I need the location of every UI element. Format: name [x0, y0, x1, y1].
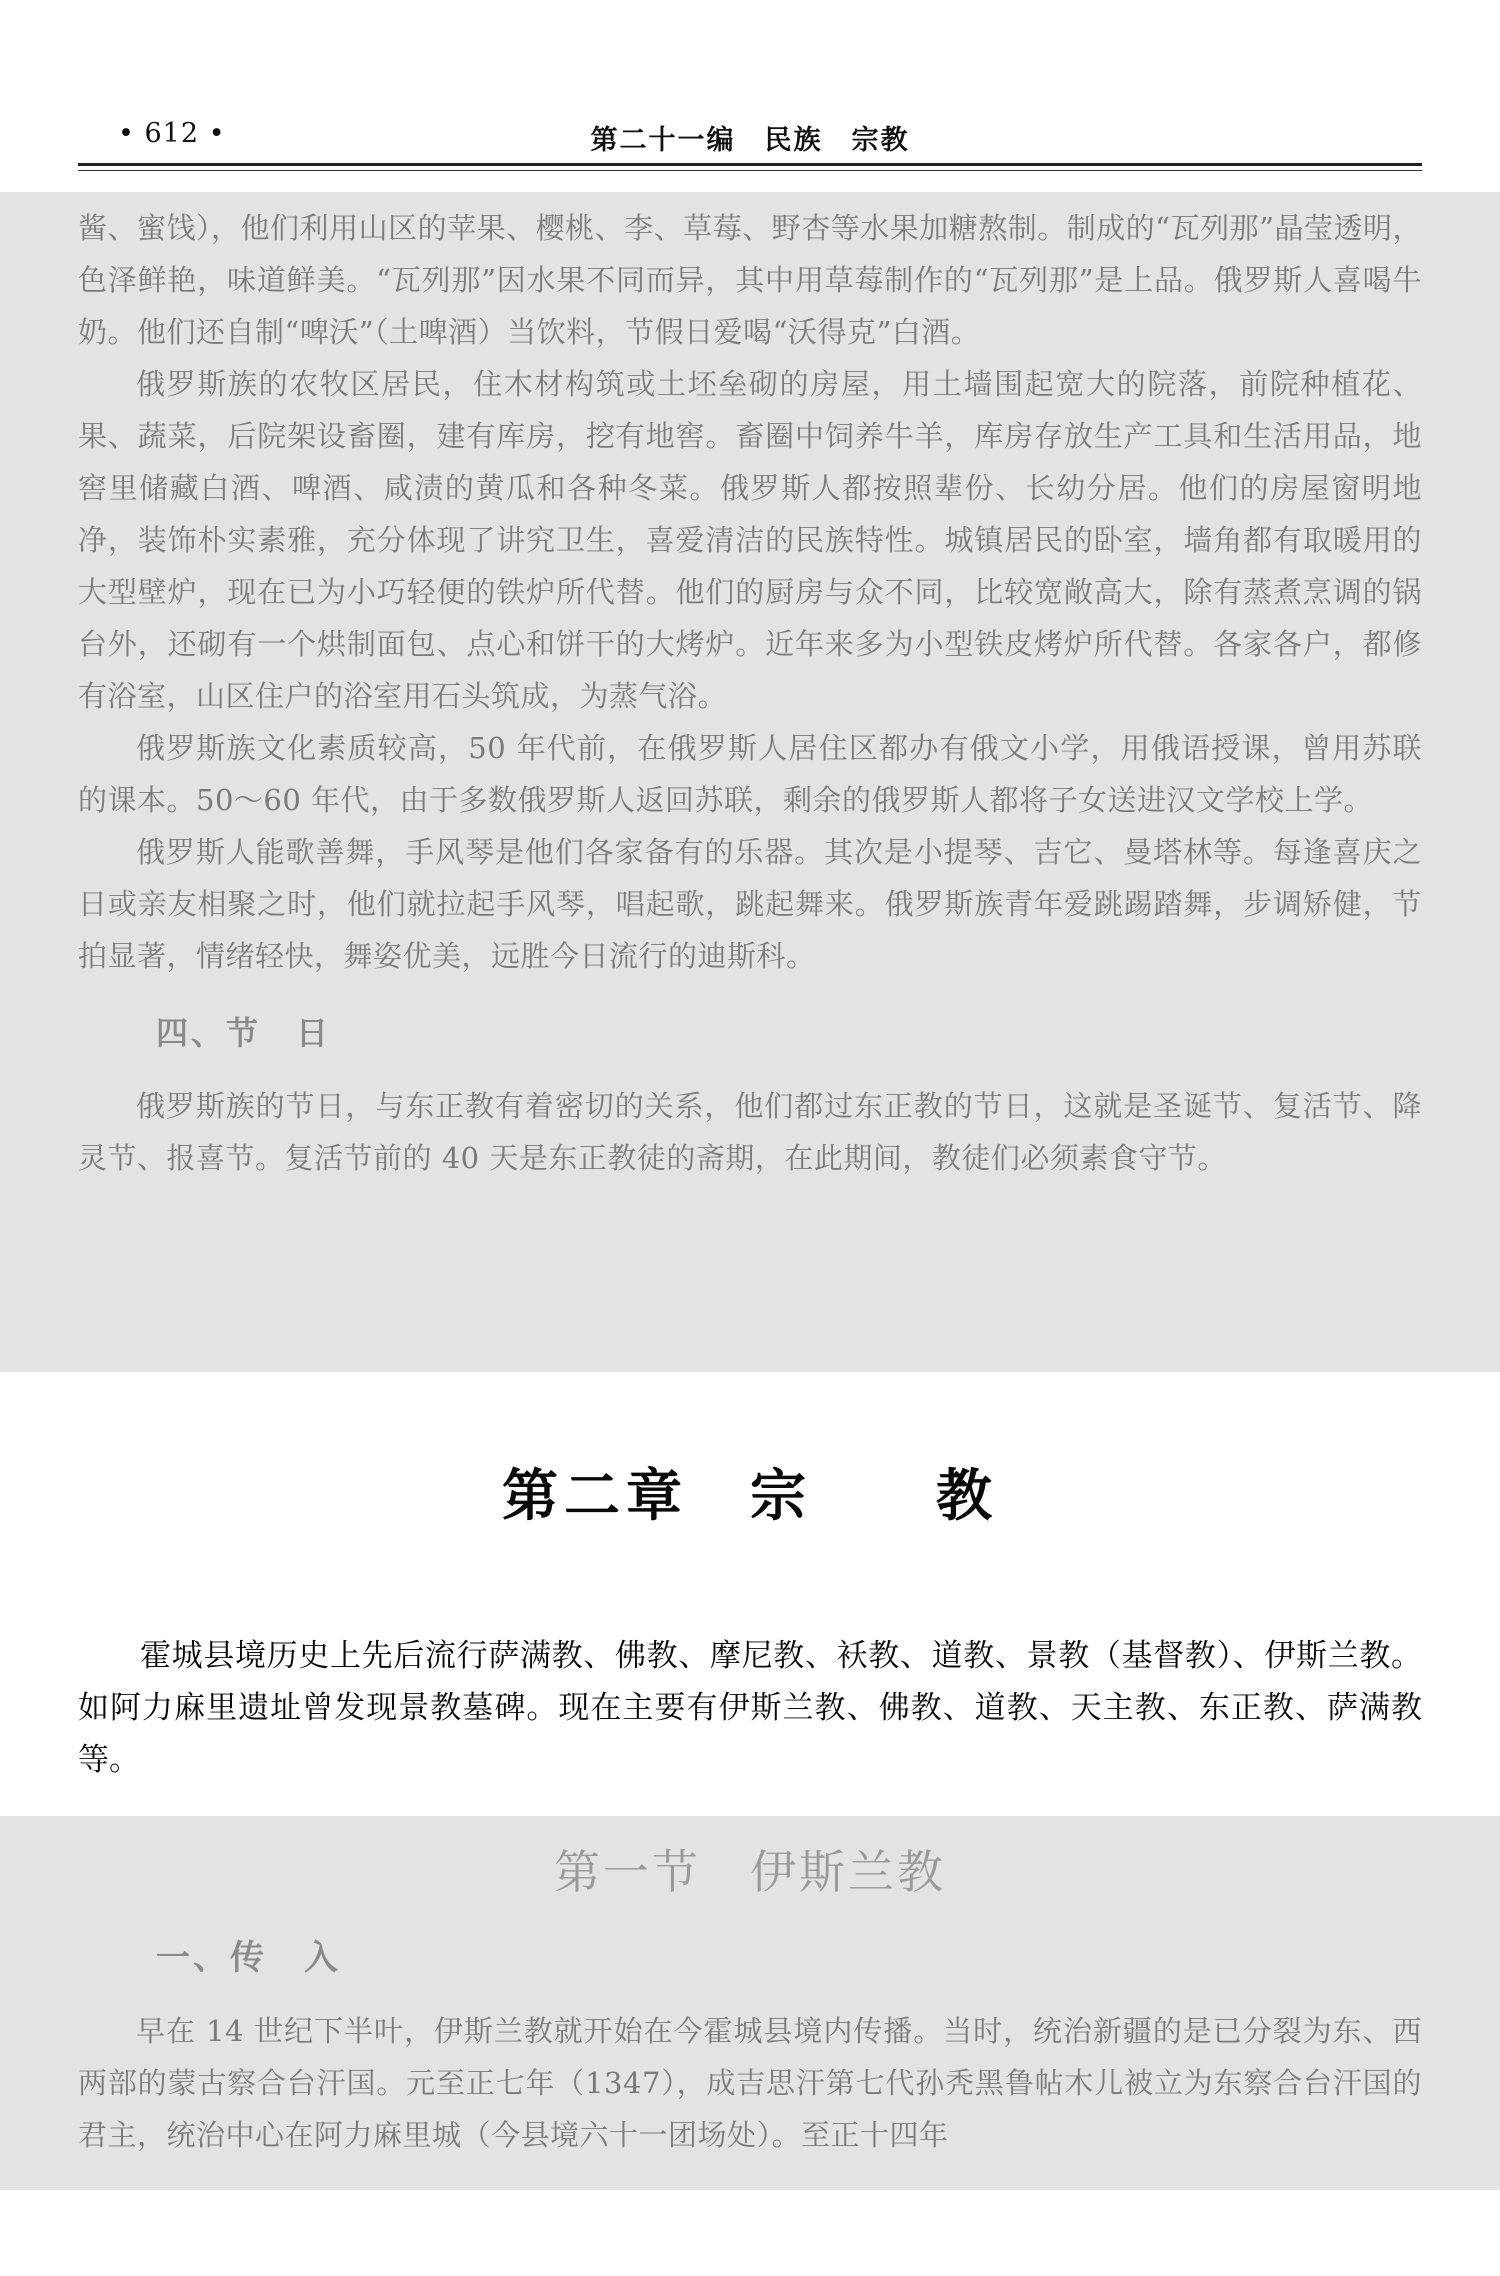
- running-title: 第二十一编 民族 宗教: [590, 125, 910, 156]
- section-heading-festivals: 四、节 日: [156, 1014, 332, 1052]
- section-title: 第一节 伊斯兰教: [554, 1845, 946, 1899]
- paragraph: 俄罗斯族文化素质较高，50 年代前，在俄罗斯人居住区都办有俄文小学，用俄语授课，曾用苏联的课本。50～60 年代，由于多数俄罗斯人返回苏联，剩余的俄罗斯人都将子女送进汉文学校上学。: [78, 731, 1422, 817]
- top-text-block: [0, 192, 1500, 1372]
- header-rule-thin: [78, 170, 1422, 171]
- chapter-title: 第二章 宗 教: [502, 1464, 998, 1529]
- chapter-area: [0, 1372, 1500, 1816]
- paragraph: 酱、蜜饯），他们利用山区的苹果、樱桃、李、草莓、野杏等水果加糖熬制。制成的“瓦列那”晶莹透明，色泽鲜艳，味道鲜美。“瓦列那”因水果不同而异，其中用草莓制作的“瓦列那”是上品。俄罗斯人喜喝牛奶。他们还自制“啤沃”（土啤酒）当饮料，节假日爱喝“沃得克”白酒。: [78, 211, 1422, 349]
- paragraph: 俄罗斯族的农牧区居民，住木材构筑或土坯垒砌的房屋，用土墙围起宽大的院落，前院种植花、果、蔬菜，后院架设畜圈，建有库房，挖有地窖。畜圈中饲养牛羊，库房存放生产工具和生活用品，地窖里储藏白酒、啤酒、咸渍的黄瓜和各种冬菜。俄罗斯人都按照辈份、长幼分居。他们的房屋窗明地净，装饰朴实素雅，充分体现了讲究卫生，喜爱清洁的民族特性。城镇居民的卧室，墙角都有取暖用的大型壁炉，现在已为小巧轻便的铁炉所代替。他们的厨房与众不同，比较宽敞高大，除有蒸煮烹调的锅台外，还砌有一个烘制面包、点心和饼干的大烤炉。近年来多为小型铁皮烤炉所代替。各家各户，都修有浴室，山区住户的浴室用石头筑成，为蒸气浴。: [78, 367, 1422, 713]
- subsection-title: 一、传 入: [156, 1938, 341, 1978]
- intro-paragraph: 霍城县境历史上先后流行萨满教、佛教、摩尼教、袄教、道教、景教（基督教）、伊斯兰教。如阿力麻里遗址曾发现景教墓碑。现在主要有伊斯兰教、佛教、道教、天主教、东正教、萨满教等。: [78, 1638, 1422, 1778]
- page-header: [78, 118, 1422, 166]
- chapter-intro: [78, 1630, 1422, 1786]
- page-number: • 612 •: [118, 118, 226, 149]
- paragraph: 俄罗斯人能歌善舞，手风琴是他们各家备有的乐器。其次是小提琴、吉它、曼塔林等。每逢喜庆之日或亲友相聚之时，他们就拉起手风琴，唱起歌，跳起舞来。俄罗斯族青年爱跳踢踏舞，步调矫健，节拍显著，情绪轻快，舞姿优美，远胜今日流行的迪斯科。: [78, 835, 1422, 973]
- section-one-block: [0, 1816, 1500, 2190]
- paragraph: 早在 14 世纪下半叶，伊斯兰教就开始在今霍城县境内传播。当时，统治新疆的是已分裂为东、西两部的蒙古察合台汗国。元至正七年（1347），成吉思汗第七代孙秃黑鲁帖木儿被立为东察合台汗国的君主，统治中心在阿力麻里城（今县境六十一团场处）。至正十四年: [78, 2014, 1422, 2152]
- paragraph: 俄罗斯族的节日，与东正教有着密切的关系，他们都过东正教的节日，这就是圣诞节、复活节、降灵节、报喜节。复活节前的 40 天是东正教徒的斋期，在此期间，教徒们必须素食守节。: [78, 1089, 1422, 1175]
- header-rule-thick: [78, 163, 1422, 166]
